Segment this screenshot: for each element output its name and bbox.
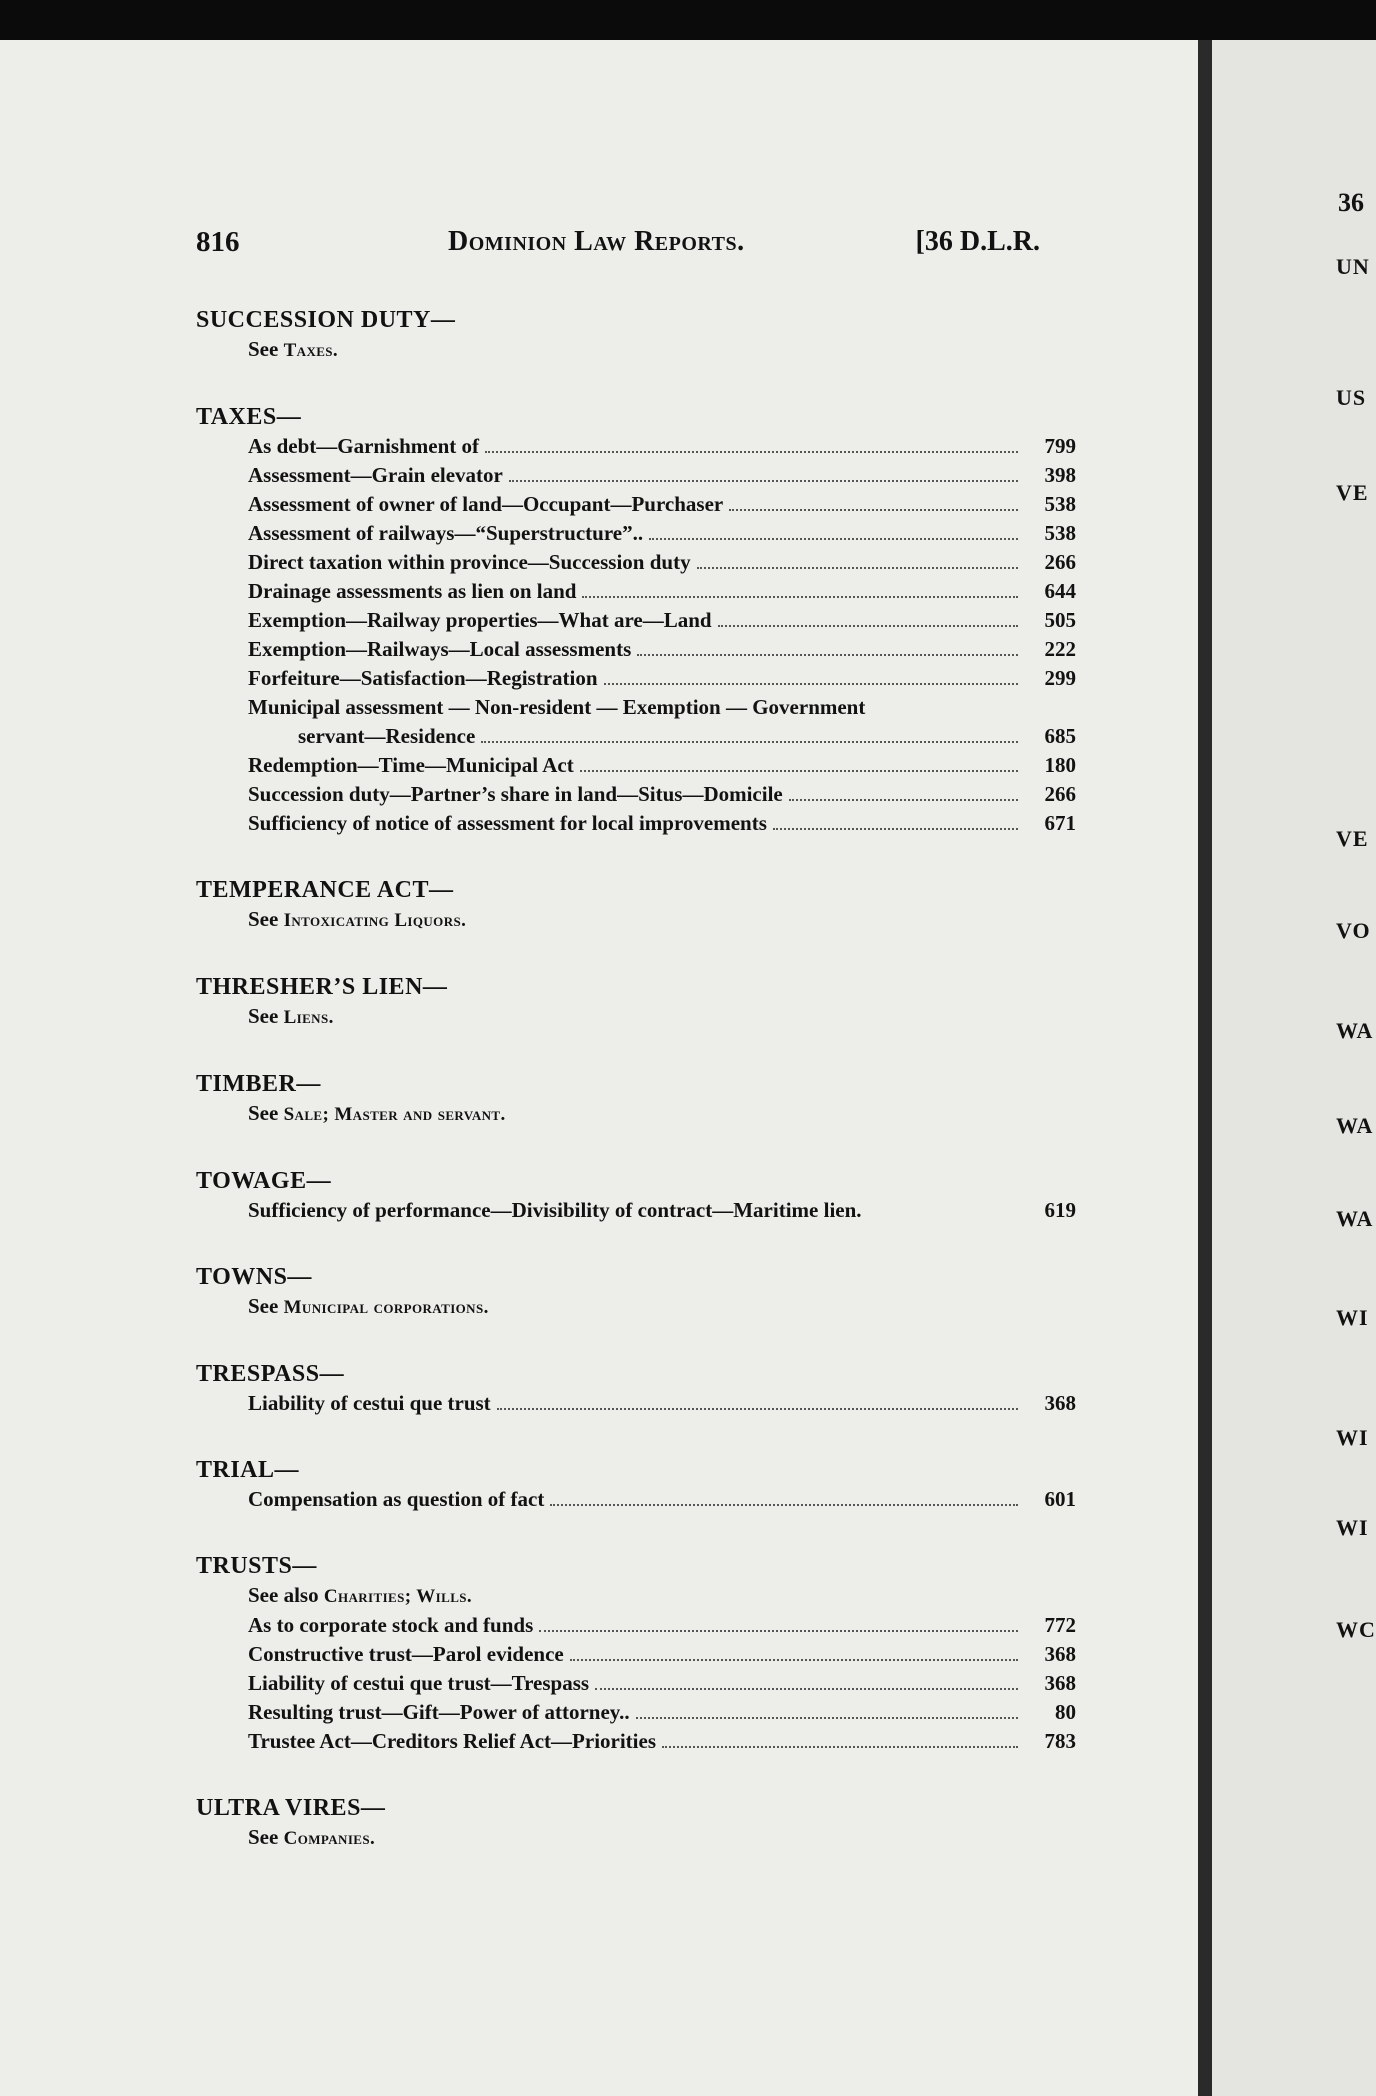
dot-leader bbox=[481, 741, 1018, 743]
dot-leader bbox=[718, 625, 1018, 627]
dot-leader bbox=[604, 683, 1018, 685]
index-section bbox=[196, 1360, 1076, 1418]
index-section bbox=[196, 876, 1076, 935]
index-section bbox=[196, 1263, 1076, 1322]
facing-page-heading-fragment: VO bbox=[1336, 918, 1371, 943]
index-entry bbox=[248, 548, 1076, 577]
entry-text: Resulting trust—Gift—Power of attorney.. bbox=[248, 1700, 630, 1724]
section-heading: TRIAL— bbox=[196, 1457, 300, 1483]
entry-text: Redemption—Time—Municipal Act bbox=[248, 753, 574, 777]
entry-page-number: 180 bbox=[1044, 753, 1076, 777]
index-entry bbox=[248, 1611, 1076, 1640]
entry-page-number: 266 bbox=[1044, 550, 1076, 574]
dot-leader bbox=[497, 1408, 1018, 1410]
see-reference bbox=[196, 1099, 1076, 1129]
facing-page-heading-fragment: WA bbox=[1336, 1018, 1374, 1043]
cross-reference: Liens. bbox=[283, 1007, 334, 1028]
entry-text: Exemption—Railway properties—What are—Land bbox=[248, 608, 712, 632]
index-entry bbox=[248, 1698, 1076, 1727]
entry-list bbox=[196, 1196, 1076, 1225]
dot-leader bbox=[550, 1504, 1018, 1506]
dot-leader bbox=[595, 1688, 1018, 1690]
dot-leader bbox=[649, 538, 1018, 540]
dot-leader bbox=[697, 567, 1018, 569]
see-reference bbox=[196, 905, 1076, 935]
entry-text: Succession duty—Partner’s share in land—Situs—Domicile bbox=[248, 782, 783, 806]
index-section bbox=[196, 1552, 1076, 1756]
facing-page-heading-fragment: US bbox=[1336, 385, 1367, 410]
section-heading: TOWAGE— bbox=[196, 1168, 332, 1194]
entry-text: Municipal assessment — Non-resident — Exemption — Government bbox=[248, 695, 866, 719]
entry-page-number: 619 bbox=[1044, 1198, 1076, 1222]
facing-page-heading-fragment: WI bbox=[1336, 1515, 1369, 1540]
entry-text: Assessment—Grain elevator bbox=[248, 463, 503, 487]
entry-list bbox=[196, 1611, 1076, 1756]
see-label: See bbox=[248, 1004, 284, 1028]
see-reference bbox=[196, 335, 1076, 365]
entry-page-number: 368 bbox=[1044, 1642, 1076, 1666]
cross-reference: Intoxicating Liquors. bbox=[283, 910, 467, 931]
entry-text: Compensation as question of fact bbox=[248, 1487, 545, 1511]
entry-continuation-row bbox=[248, 722, 1076, 751]
entry-text: Sufficiency of notice of assessment for local improvements bbox=[248, 811, 767, 835]
section-heading: ULTRA VIRES— bbox=[196, 1795, 386, 1821]
entry-page-number: 783 bbox=[1044, 1729, 1076, 1753]
section-heading: SUCCESSION DUTY— bbox=[196, 307, 456, 333]
dot-leader bbox=[729, 509, 1018, 511]
entry-text: Forfeiture—Satisfaction—Registration bbox=[248, 666, 598, 690]
see-label: See bbox=[248, 1101, 284, 1125]
entry-page-number: 799 bbox=[1044, 434, 1076, 458]
entry-page-number: 398 bbox=[1044, 463, 1076, 487]
see-reference bbox=[196, 1292, 1076, 1322]
index-entry bbox=[248, 664, 1076, 693]
index-entry bbox=[248, 1727, 1076, 1756]
section-heading: THRESHER’S LIEN— bbox=[196, 974, 448, 1000]
dot-leader bbox=[580, 770, 1018, 772]
page-number: 816 bbox=[196, 226, 240, 258]
entry-text: Drainage assessments as lien on land bbox=[248, 579, 577, 603]
entry-page-number: 538 bbox=[1044, 492, 1076, 516]
entry-text: Constructive trust—Parol evidence bbox=[248, 1642, 564, 1666]
facing-page-heading-fragment: VE bbox=[1336, 480, 1369, 505]
entry-page-number: 601 bbox=[1044, 1487, 1076, 1511]
cross-reference: Municipal corporations. bbox=[283, 1297, 489, 1318]
dot-leader bbox=[636, 1717, 1018, 1719]
see-reference bbox=[196, 1581, 1076, 1611]
entry-text: As debt—Garnishment of bbox=[248, 434, 480, 458]
section-heading: TAXES— bbox=[196, 404, 302, 430]
index-entry bbox=[248, 1640, 1076, 1669]
see-reference bbox=[196, 1823, 1076, 1853]
index-entry bbox=[248, 1389, 1076, 1418]
dot-leader bbox=[539, 1630, 1018, 1632]
entry-page-number: 644 bbox=[1044, 579, 1076, 603]
entry-text: Liability of cestui que trust bbox=[248, 1391, 491, 1415]
running-header bbox=[196, 226, 1076, 268]
section-heading: TRUSTS— bbox=[196, 1553, 317, 1579]
facing-page-content bbox=[1212, 0, 1376, 2096]
index-section bbox=[196, 1070, 1076, 1129]
cross-reference: Companies. bbox=[283, 1828, 376, 1849]
facing-page-number: 36 bbox=[1338, 188, 1364, 217]
entry-text: Liability of cestui que trust—Trespass bbox=[248, 1671, 590, 1695]
dot-leader bbox=[570, 1659, 1018, 1661]
entry-page-number: 685 bbox=[1044, 724, 1076, 748]
entry-text: Sufficiency of performance—Divisibility of contract—Maritime lien. bbox=[248, 1198, 862, 1222]
entry-page-number: 299 bbox=[1044, 666, 1076, 690]
index-entry bbox=[248, 635, 1076, 664]
index-entry bbox=[248, 577, 1076, 606]
entry-list bbox=[196, 1389, 1076, 1418]
section-heading: TEMPERANCE ACT— bbox=[196, 877, 454, 903]
index-entry bbox=[248, 519, 1076, 548]
entry-page-number: 80 bbox=[1055, 1700, 1076, 1724]
entry-text: Direct taxation within province—Succession duty bbox=[248, 550, 691, 574]
see-label: See also bbox=[248, 1583, 324, 1607]
entry-page-number: 671 bbox=[1044, 811, 1076, 835]
see-label: See bbox=[248, 1294, 284, 1318]
index-entry bbox=[248, 1485, 1076, 1514]
entry-list bbox=[196, 1485, 1076, 1514]
index-section bbox=[196, 973, 1076, 1032]
entry-text: Assessment of railways—“Superstructure”.. bbox=[248, 521, 644, 545]
facing-page-heading-fragment: WA bbox=[1336, 1113, 1374, 1138]
entry-text: Trustee Act—Creditors Relief Act—Priorities bbox=[248, 1729, 657, 1753]
index-entry bbox=[248, 461, 1076, 490]
running-title: Dominion Law Reports. bbox=[448, 226, 745, 257]
dot-leader bbox=[789, 799, 1018, 801]
dot-leader bbox=[662, 1746, 1018, 1748]
index-entry bbox=[248, 693, 1076, 751]
page-content bbox=[196, 226, 1076, 1891]
facing-page-heading-fragment: WC bbox=[1336, 1617, 1376, 1642]
see-reference bbox=[196, 1002, 1076, 1032]
index-section bbox=[196, 1794, 1076, 1853]
cross-reference: Charities; Wills. bbox=[323, 1586, 473, 1607]
index-entry bbox=[248, 780, 1076, 809]
entry-page-number: 222 bbox=[1044, 637, 1076, 661]
facing-page-heading-fragment: WI bbox=[1336, 1425, 1369, 1450]
entry-text: Assessment of owner of land—Occupant—Purchaser bbox=[248, 492, 724, 516]
entry-page-number: 538 bbox=[1044, 521, 1076, 545]
entry-list bbox=[196, 432, 1076, 838]
index-section bbox=[196, 403, 1076, 838]
index-sections bbox=[196, 306, 1076, 1853]
entry-text: Exemption—Railways—Local assessments bbox=[248, 637, 632, 661]
entry-page-number: 368 bbox=[1044, 1391, 1076, 1415]
entry-continuation: servant—Residence bbox=[298, 724, 476, 748]
see-label: See bbox=[248, 337, 284, 361]
dot-leader bbox=[485, 451, 1018, 453]
section-heading: TOWNS— bbox=[196, 1264, 312, 1290]
entry-text: As to corporate stock and funds bbox=[248, 1613, 534, 1637]
facing-page-heading-fragment: WI bbox=[1336, 1305, 1369, 1330]
dot-leader bbox=[637, 654, 1018, 656]
entry-page-number: 266 bbox=[1044, 782, 1076, 806]
volume-reference: [36 D.L.R. bbox=[915, 226, 1040, 257]
index-entry bbox=[248, 809, 1076, 838]
index-section bbox=[196, 1456, 1076, 1514]
index-entry bbox=[248, 432, 1076, 461]
cross-reference: Sale; Master and servant. bbox=[283, 1104, 506, 1125]
index-entry bbox=[248, 490, 1076, 519]
facing-page-heading-fragment: UN bbox=[1336, 254, 1370, 279]
index-section bbox=[196, 306, 1076, 365]
facing-page-heading-fragment: VE bbox=[1336, 826, 1369, 851]
dot-leader bbox=[582, 596, 1018, 598]
index-entry bbox=[248, 606, 1076, 635]
index-entry bbox=[248, 1196, 1076, 1225]
dot-leader bbox=[509, 480, 1018, 482]
index-entry bbox=[248, 1669, 1076, 1698]
see-label: See bbox=[248, 907, 284, 931]
facing-page-heading-fragment: WA bbox=[1336, 1206, 1374, 1231]
entry-page-number: 368 bbox=[1044, 1671, 1076, 1695]
book-gutter bbox=[1198, 40, 1212, 2096]
dot-leader bbox=[773, 828, 1018, 830]
cross-reference: Taxes. bbox=[283, 340, 339, 361]
see-label: See bbox=[248, 1825, 284, 1849]
entry-page-number: 772 bbox=[1044, 1613, 1076, 1637]
entry-page-number: 505 bbox=[1044, 608, 1076, 632]
section-heading: TRESPASS— bbox=[196, 1361, 345, 1387]
index-section bbox=[196, 1167, 1076, 1225]
section-heading: TIMBER— bbox=[196, 1071, 321, 1097]
index-entry bbox=[248, 751, 1076, 780]
